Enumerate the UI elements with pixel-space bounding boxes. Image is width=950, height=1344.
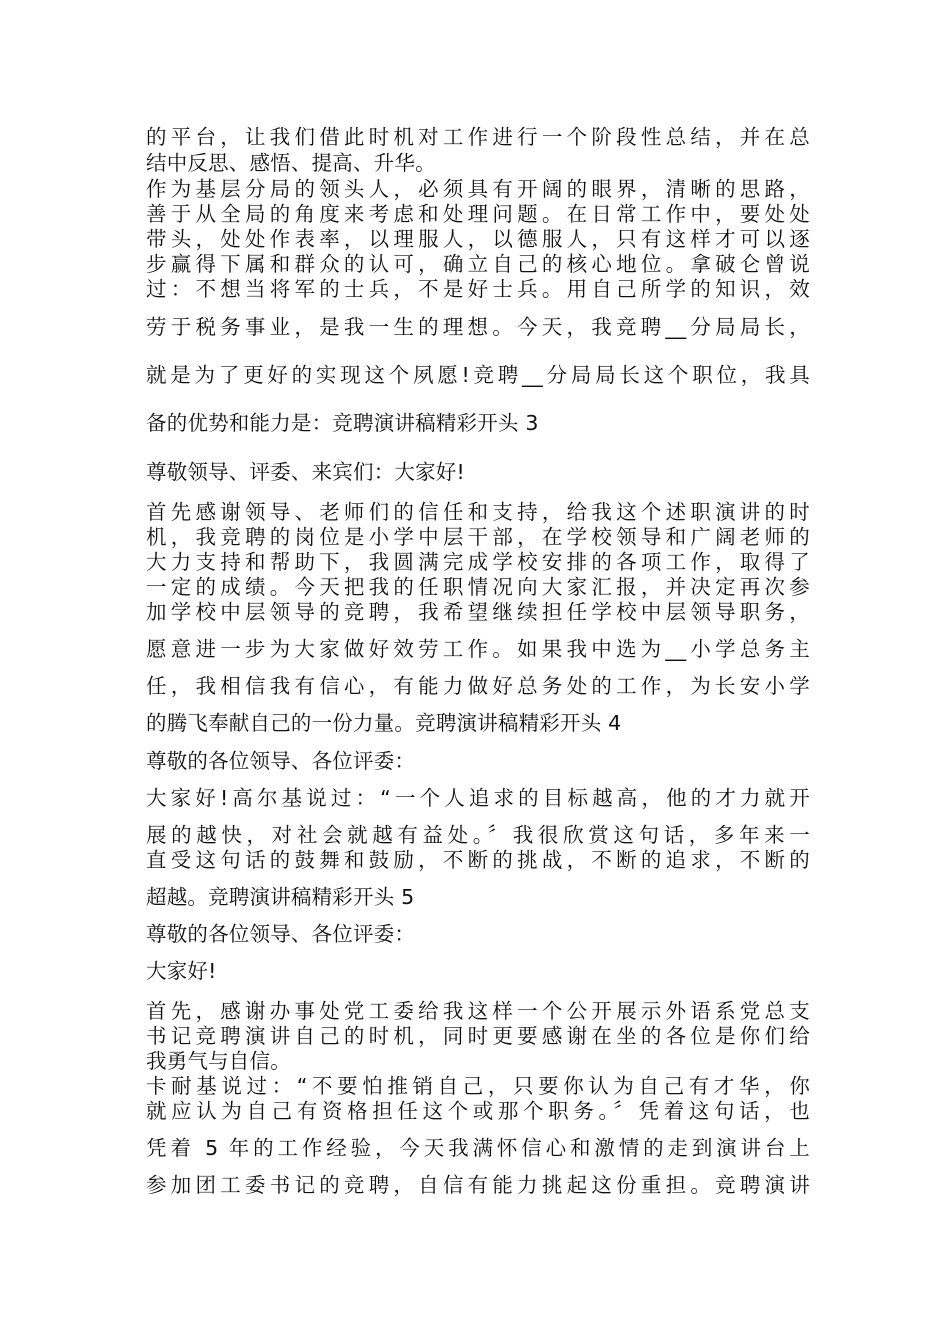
text-line: 加学校中层领导的竞聘，我希望继续担任学校中层领导职务， xyxy=(146,600,810,624)
text-line: 尊敬的各位领导、各位评委： xyxy=(146,922,416,946)
text-line: 机，我竞聘的岗位是小学中层干部，在学校领导和广阔老师的 xyxy=(146,525,810,549)
text-line: 凭着 5 年的工作经验，今天我满怀信心和激情的走到演讲台上 xyxy=(146,1136,810,1160)
text-line: 尊敬的各位领导、各位评委： xyxy=(146,749,416,773)
text-line: 参加团工委书记的竞聘，自信有能力挑起这份重担。竞聘演讲 xyxy=(146,1173,810,1197)
text-line: 结中反思、感悟、提高、升华。 xyxy=(146,151,436,175)
text-line: 超越。竞聘演讲稿精彩开头 5 xyxy=(146,885,415,909)
text-line: 一定的成绩。今天把我的任职情况向大家汇报，并决定再次参 xyxy=(146,575,810,599)
text-line: 的平台，让我们借此时机对工作进行一个阶段性总结，并在总 xyxy=(146,125,810,149)
text-line: 就应认为自己有资格担任这个或那个职务。〞凭着这句话，也 xyxy=(146,1099,810,1123)
text-line: 大家好! xyxy=(146,959,217,983)
text-line: 直受这句话的鼓舞和鼓励，不断的挑战，不断的追求，不断的 xyxy=(146,848,810,872)
text-line: 书记竞聘演讲自己的时机，同时更要感谢在坐的各位是你们给 xyxy=(146,1024,810,1048)
text-line: 展的越快，对社会就越有益处。〞我很欣赏这句话，多年来一 xyxy=(146,823,810,847)
text-line: 备的优势和能力是：竞聘演讲稿精彩开头 3 xyxy=(146,411,539,435)
text-line: 大家好!高尔基说过：“一个人追求的目标越高，他的才力就开 xyxy=(146,786,810,810)
text-line: 愿意进一步为大家做好效劳工作。如果我中选为__小学总务主 xyxy=(146,637,810,661)
text-line: 过：不想当将军的士兵，不是好士兵。用自己所学的知识，效 xyxy=(146,277,810,301)
text-line: 作为基层分局的领头人，必须具有开阔的眼界，清晰的思路， xyxy=(146,177,810,201)
text-line: 任，我相信我有信心，有能力做好总务处的工作，为长安小学 xyxy=(146,674,810,698)
text-line: 尊敬领导、评委、来宾们：大家好! xyxy=(146,460,465,484)
text-line: 我勇气与自信。 xyxy=(146,1049,291,1073)
text-line: 卡耐基说过：“不要怕推销自己，只要你认为自己有才华，你 xyxy=(146,1074,810,1098)
text-line: 的腾飞奉献自己的一份力量。竞聘演讲稿精彩开头 4 xyxy=(146,711,622,735)
text-line: 大力支持和帮助下，我圆满完成学校安排的各项工作，取得了 xyxy=(146,550,810,574)
text-line: 带头，处处作表率，以理服人，以德服人，只有这样才可以逐 xyxy=(146,227,810,251)
text-line: 就是为了更好的实现这个夙愿!竞聘__分局局长这个职位，我具 xyxy=(146,363,810,387)
text-line: 善于从全局的角度来考虑和处理问题。在日常工作中，要处处 xyxy=(146,202,810,226)
text-line: 首先感谢领导、老师们的信任和支持，给我这个述职演讲的时 xyxy=(146,500,810,524)
text-line: 首先，感谢办事处党工委给我这样一个公开展示外语系党总支 xyxy=(146,999,810,1023)
text-line: 步赢得下属和群众的认可，确立自己的核心地位。拿破仑曾说 xyxy=(146,252,810,276)
text-line: 劳于税务事业，是我一生的理想。今天，我竞聘__分局局长， xyxy=(146,315,810,339)
